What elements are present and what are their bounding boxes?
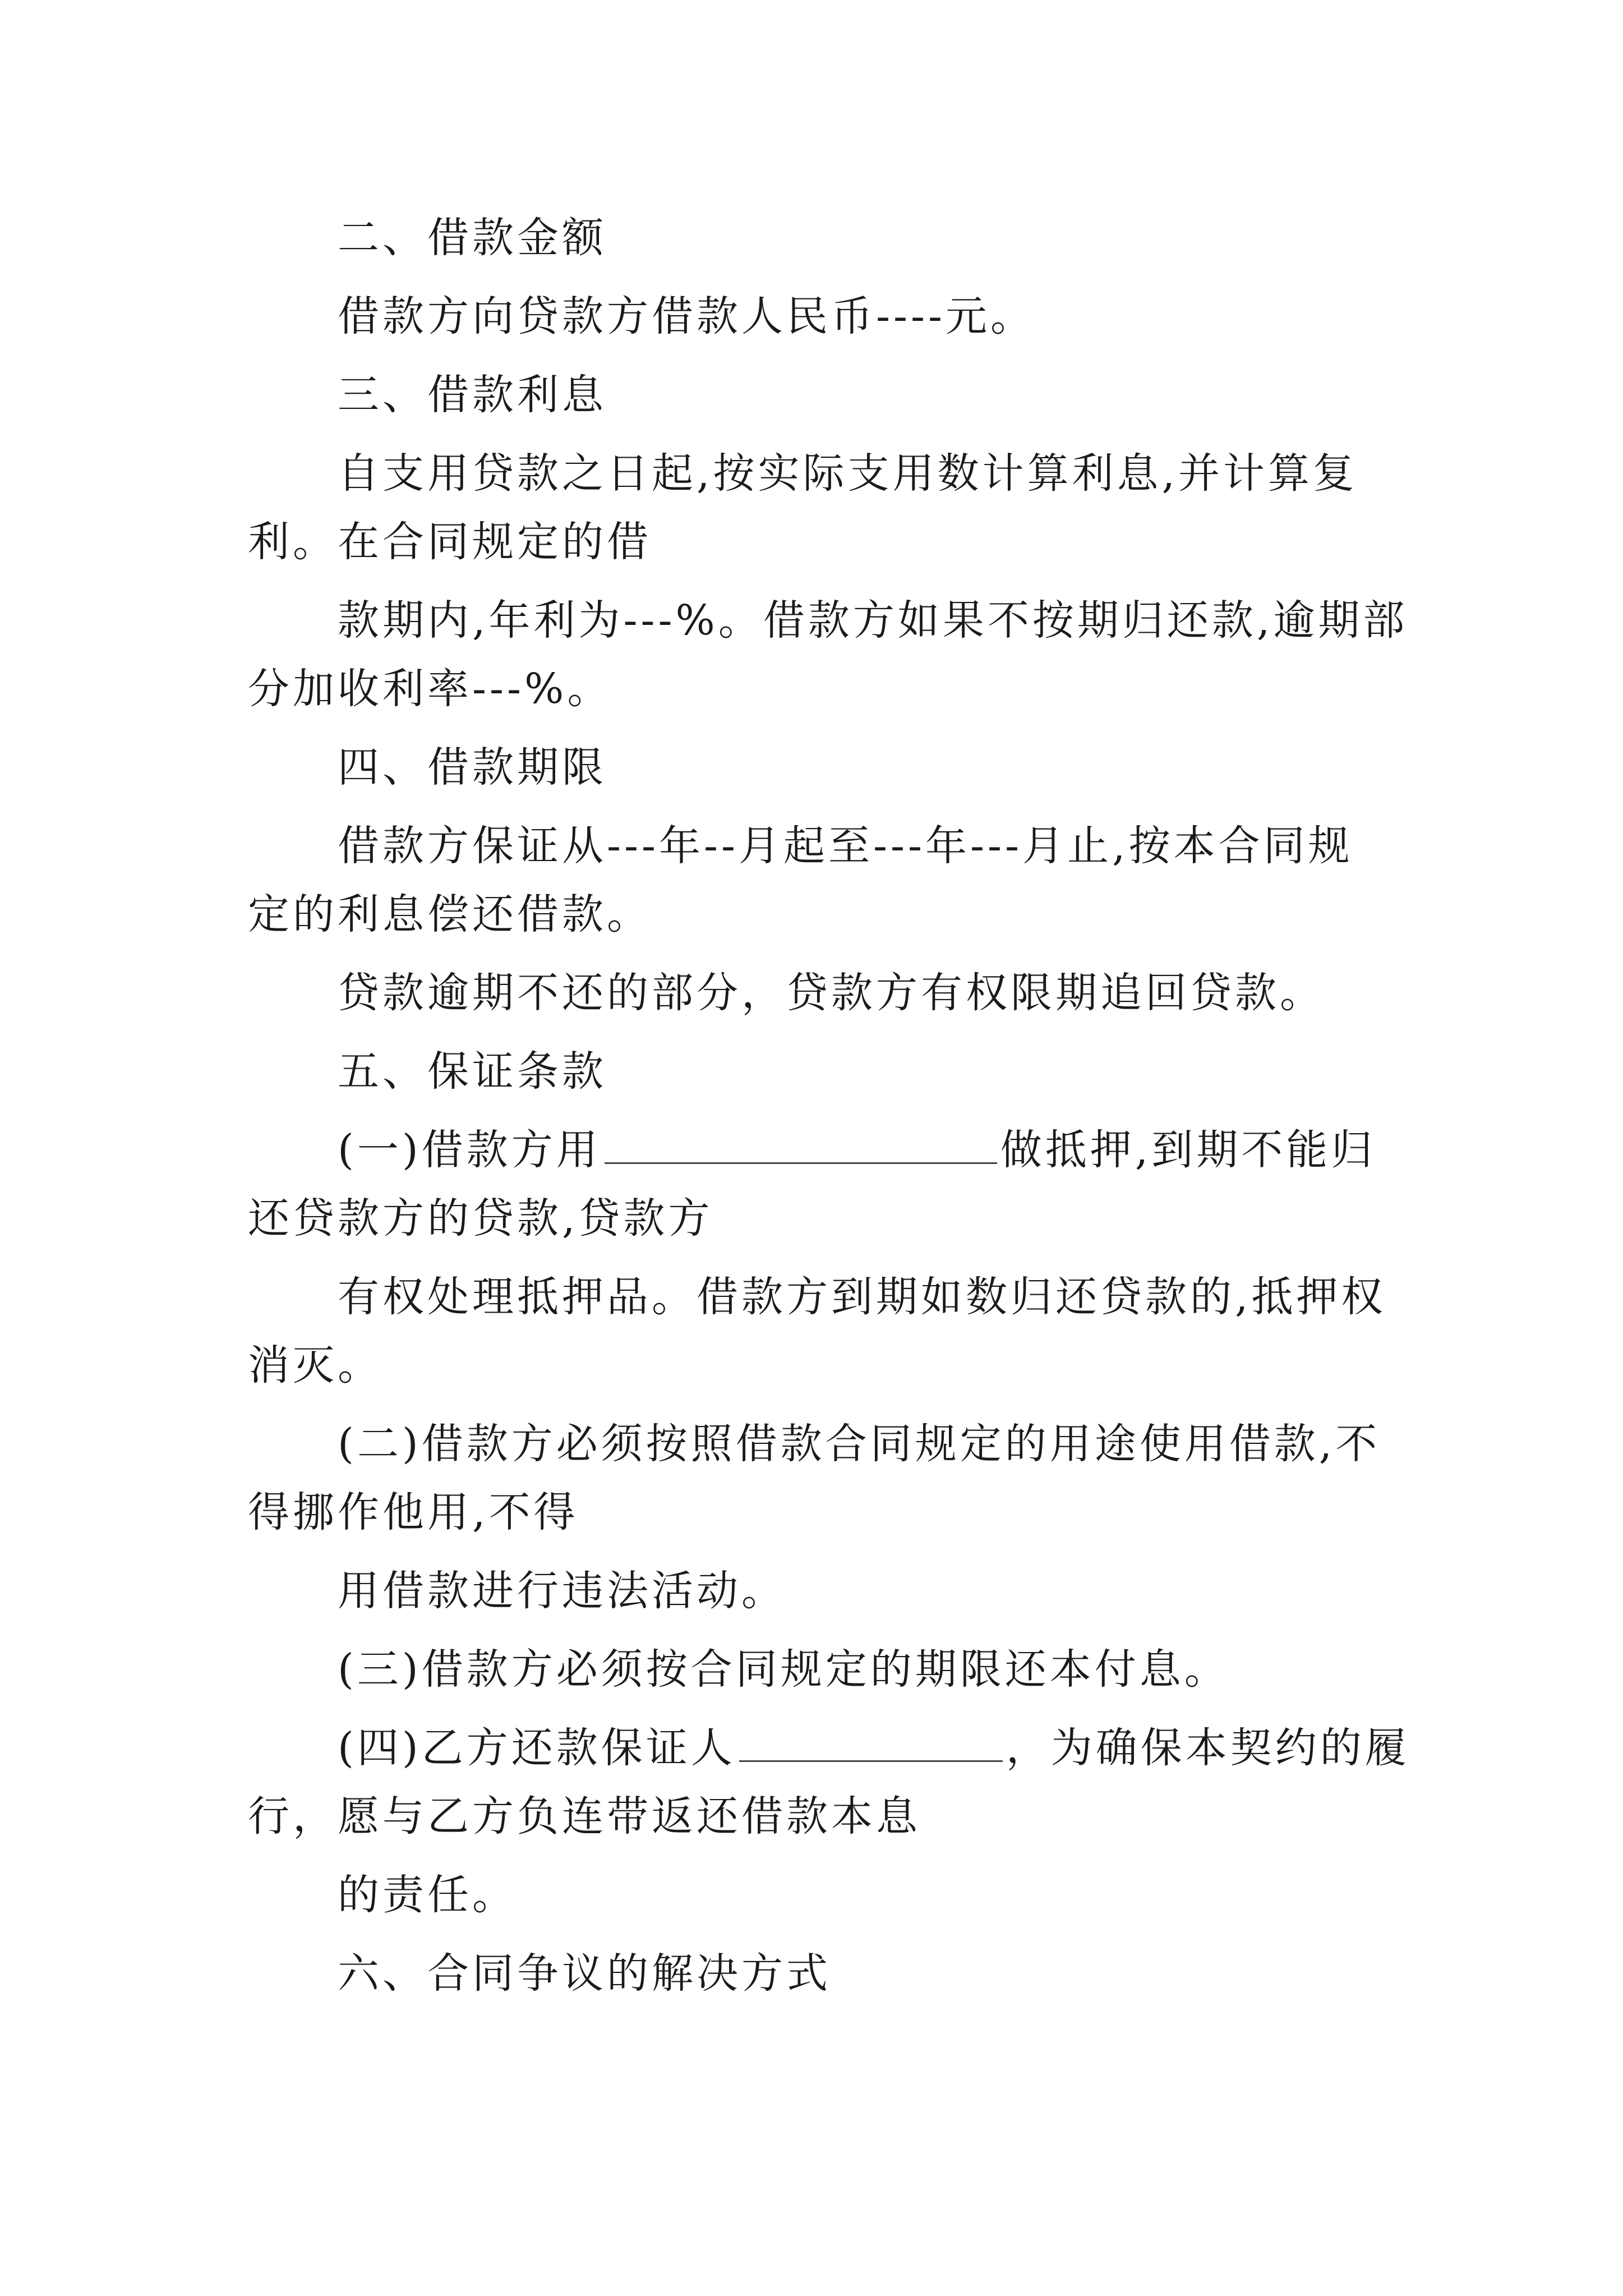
- paragraph-interest-rate-line-2: 分加收利率---%。: [248, 665, 612, 713]
- collateral-blank-field[interactable]: [605, 1128, 997, 1164]
- paragraph-term-line-2: 定的利息偿还借款。: [248, 890, 652, 938]
- paragraph-liability: 的责任。: [338, 1871, 517, 1919]
- section-heading-dispute-resolution: 六、合同争议的解决方式: [338, 1949, 831, 1998]
- paragraph-guarantee-2-line-2: 得挪作他用,不得: [248, 1488, 579, 1536]
- section-heading-loan-term: 四、借款期限: [338, 743, 607, 792]
- paragraph-loan-amount: 借款方向贷款方借款人民币----元。: [338, 292, 1036, 341]
- paragraph-guarantee-4-line-1: [338, 1720, 1410, 1776]
- paragraph-guarantee-2-line-1: (二)借款方必须按照借款合同规定的用途使用借款,不: [338, 1420, 1381, 1468]
- paragraph-guarantee-1-line-1: [338, 1122, 1392, 1178]
- paragraph-overdue: 贷款逾期不还的部分，贷款方有权限期追回贷款。: [338, 969, 1325, 1017]
- paragraph-term-line-1: 借款方保证从---年--月起至---年---月止,按本合同规: [338, 822, 1353, 870]
- paragraph-collateral-line-1: 有权处理抵押品。借款方到期如数归还贷款的,抵押权: [338, 1273, 1386, 1321]
- paragraph-guarantee-4-line-2: 行，愿与乙方负连带返还借款本息: [248, 1792, 921, 1841]
- paragraph-guarantee-3: (三)借款方必须按合同规定的期限还本付息。: [338, 1645, 1229, 1694]
- guarantor-blank-field[interactable]: [739, 1726, 1003, 1762]
- paragraph-illegal-use: 用借款进行违法活动。: [338, 1567, 786, 1615]
- guarantee-4-prefix: (四)乙方还款保证人: [338, 1724, 736, 1772]
- section-heading-guarantee: 五、保证条款: [338, 1047, 607, 1096]
- section-heading-loan-amount: 二、借款金额: [338, 214, 607, 262]
- guarantee-4-suffix: ，为确保本契约的履: [1006, 1724, 1410, 1772]
- guarantee-1-prefix: (一)借款方用: [338, 1126, 601, 1174]
- paragraph-interest-rate-line-1: 款期内,年利为---%。借款方如果不按期归还款,逾期部: [338, 596, 1408, 645]
- paragraph-interest-line-1: 自支用贷款之日起,按实际支用数计算利息,并计算复: [338, 449, 1358, 498]
- section-heading-loan-interest: 三、借款利息: [338, 371, 607, 419]
- guarantee-1-suffix: 做抵押,到期不能归: [1000, 1126, 1376, 1174]
- paragraph-guarantee-1-line-2: 还贷款方的贷款,贷款方: [248, 1194, 713, 1243]
- paragraph-collateral-line-2: 消灭。: [248, 1341, 382, 1389]
- paragraph-interest-line-2: 利。在合同规定的借: [248, 518, 652, 566]
